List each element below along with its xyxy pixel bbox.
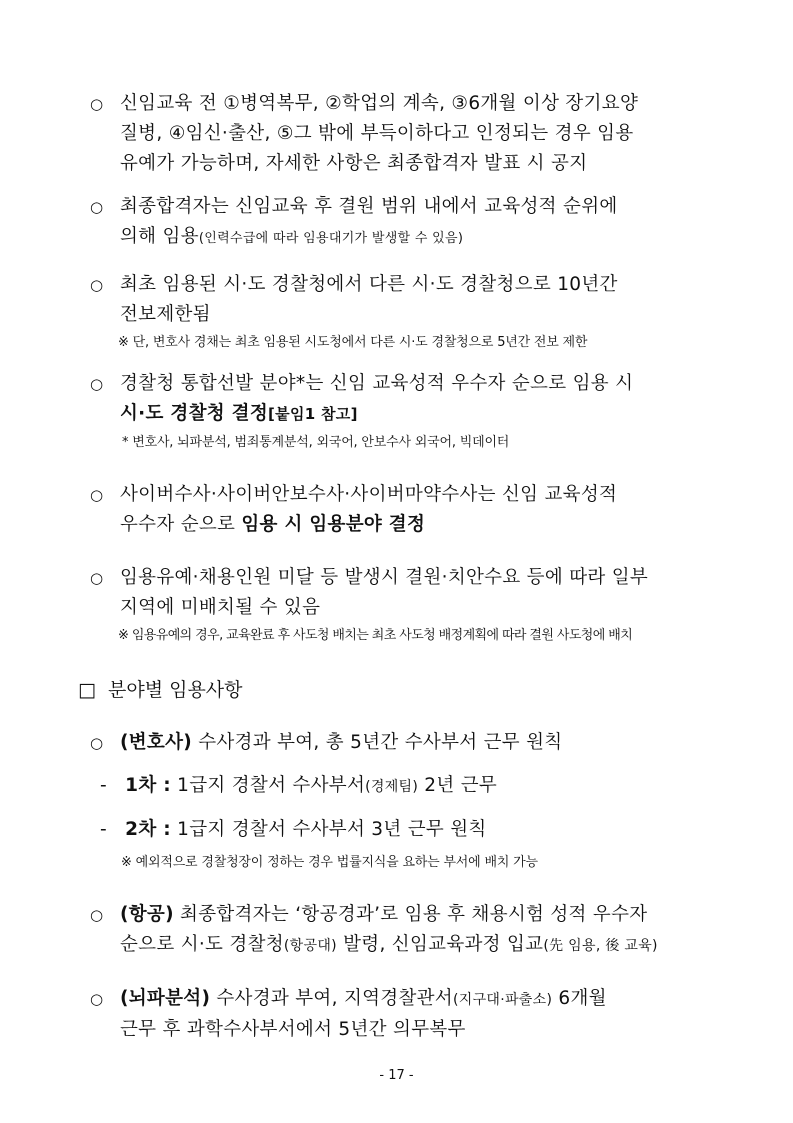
dash-icon: -	[100, 819, 107, 840]
sub-item-first-stage	[100, 771, 497, 802]
text-line	[120, 399, 730, 429]
text-line: 경찰청 통합선발 분야*는 신임 교육성적 우수자 순으로 임용 시	[120, 373, 634, 394]
circle-bullet-icon: ○	[90, 95, 104, 113]
sub-label: 1차 :	[125, 775, 171, 796]
dash-icon: -	[100, 775, 107, 796]
small-text-span: (인력수급에 따라 임용대기가 발생할 수 있음)	[198, 231, 464, 246]
checkbox-square-icon: □	[78, 679, 96, 701]
sub-label: 2차 :	[125, 819, 171, 840]
bullet-integrated-selection	[90, 369, 730, 429]
circle-bullet-icon: ○	[90, 569, 104, 587]
small-text-span: (先 임용, 後 교육)	[543, 938, 658, 954]
field-label: (변호사)	[120, 732, 193, 753]
footnote: ※ 예외적으로 경찰청장이 정하는 경우 법률지식을 요하는 부서에 배치 가능	[121, 855, 538, 870]
text-line: 최종합격자는 신임교육 후 결원 범위 내에서 교육성적 순위에	[120, 196, 618, 217]
text-span: 발령, 신임교육과정 입교	[336, 934, 544, 955]
text-line: 최초 임용된 시·도 경찰청에서 다른 시·도 경찰청으로 10년간	[120, 274, 618, 295]
bullet-deferment	[90, 89, 730, 179]
text-line: 임용유예·채용인원 미달 등 발생시 결원·치안수요 등에 따라 일부	[120, 567, 649, 588]
field-brainwave-analysis	[90, 984, 730, 1045]
text-line	[120, 900, 730, 930]
footnote: ※ 단, 변호사 경채는 최초 임용된 시도청에서 다른 시·도 경찰청으로 5년간 전보 제한	[118, 335, 588, 350]
circle-bullet-icon: ○	[90, 486, 104, 504]
text-line	[120, 510, 730, 540]
text-span: 순으로 시·도 경찰청	[120, 934, 284, 955]
text-line: 신임교육 전 ①병역복무, ②학업의 계속, ③6개월 이상 장기요양	[120, 93, 639, 114]
text-line: 근무 후 과학수사부서에서 5년간 의무복무	[120, 1019, 466, 1040]
footnote: * 변호사, 뇌파분석, 범죄통계분석, 외국어, 안보수사 외국어, 빅데이터	[122, 435, 510, 450]
reference-span: [붙임1 참고]	[268, 405, 358, 423]
small-text-span: (경제팀)	[365, 779, 419, 795]
text-line: 사이버수사·사이버안보수사·사이버마약수사는 신임 교육성적	[120, 484, 618, 505]
text-span: 우수자 순으로	[120, 514, 242, 535]
circle-bullet-icon: ○	[90, 375, 104, 393]
text-line	[120, 984, 730, 1015]
bold-text-span: 임용 시 임용분야 결정	[241, 514, 426, 535]
bullet-transfer-restriction	[90, 270, 730, 330]
circle-bullet-icon: ○	[90, 198, 104, 216]
field-label: (항공)	[120, 904, 174, 925]
page-number: - 17 -	[379, 1068, 414, 1083]
circle-bullet-icon: ○	[90, 734, 104, 752]
bullet-appointment-order	[90, 192, 730, 254]
text-line: 질병, ④임신·출산, ⑤그 밖에 부득이하다고 인정되는 경우 임용	[120, 123, 634, 144]
text-line	[120, 728, 730, 758]
bullet-cyber-investigation	[90, 480, 730, 540]
sub-item-second-stage	[100, 815, 487, 845]
circle-bullet-icon: ○	[90, 906, 104, 924]
section-title: 분야별 임용사항	[108, 679, 243, 701]
field-label: (뇌파분석)	[120, 988, 211, 1009]
text-span: 1급지 경찰서 수사부서 3년 근무 원칙	[170, 819, 487, 840]
bold-text-span: 시·도 경찰청 결정	[120, 403, 269, 424]
text-span: 최종합격자는 ‘항공경과’로 임용 후 채용시험 성적 우수자	[173, 904, 648, 925]
field-lawyer	[90, 728, 730, 758]
field-aviation	[90, 900, 730, 961]
small-text-span: (지구대·파출소)	[452, 992, 553, 1008]
text-span: 수사경과 부여, 총 5년간 수사부서 근무 원칙	[192, 732, 563, 753]
text-line: 지역에 미배치될 수 있음	[120, 597, 321, 618]
text-line: 유예가 가능하며, 자세한 사항은 최종합격자 발표 시 공지	[120, 153, 588, 174]
footnote: ※ 임용유예의 경우, 교육완료 후 사도청 배치는 최초 사도청 배정계획에 따라 결원 사도청에 배치	[118, 628, 633, 643]
small-text-span: (항공대)	[283, 938, 337, 954]
text-span: 2년 근무	[418, 775, 498, 796]
text-span: 수사경과 부여, 지역경찰관서	[210, 988, 453, 1009]
circle-bullet-icon: ○	[90, 276, 104, 294]
bullet-non-deployment	[90, 563, 730, 623]
circle-bullet-icon: ○	[90, 990, 104, 1008]
text-span: 1급지 경찰서 수사부서	[170, 775, 366, 796]
section-heading	[78, 676, 243, 704]
text-line: 전보제한됨	[120, 304, 211, 325]
text-line	[120, 222, 730, 254]
text-span: 6개월	[552, 988, 607, 1009]
text-line	[120, 930, 730, 961]
text-span: 의해 임용	[120, 226, 199, 247]
